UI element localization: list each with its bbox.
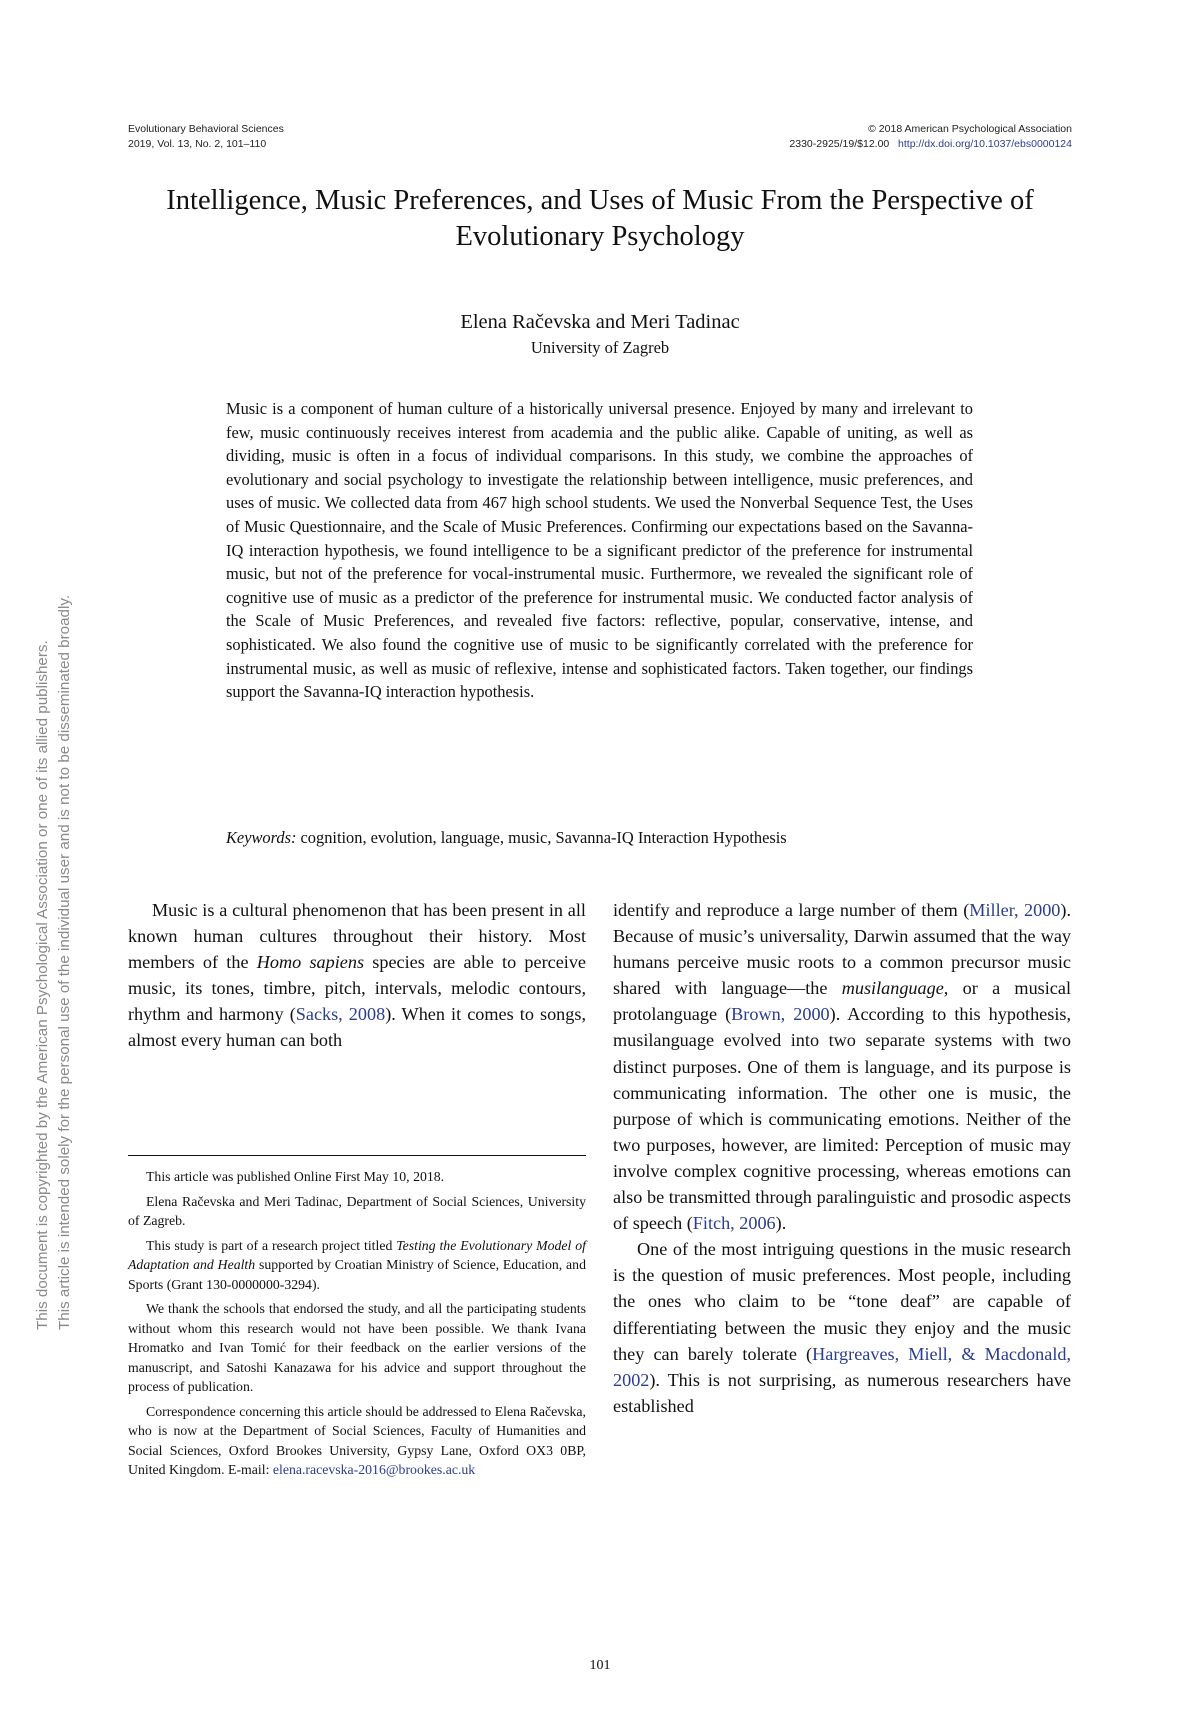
species-term: Homo sapiens [256,952,365,973]
copyright-line: © 2018 American Psychological Association [868,123,1072,135]
copyright-header [789,122,1072,152]
citation-link[interactable]: Hargreaves, Miell, & Macdonald, 2002 [613,1343,1072,1390]
body-column-right [613,897,1071,1419]
copyright-side-notice [32,430,76,1330]
body-paragraph: Music is a cultural phenomenon that has been present in all known human cultures throughout their history. Most members of the Homo sapiens species are able to perceive music, its tones, timbre, pitch, intervals, melodic contours, rhythm and harmony (Sacks, 2008). When it comes to songs, almost every human can both [128,900,586,1051]
article-title: Intelligence, Music Preferences, and Uses of Music From the Perspective of Evolutionary Psychology [166,185,1034,252]
journal-header [128,122,284,152]
citation-link[interactable]: Brown, 2000 [731,1004,830,1025]
footnote-correspondence: Correspondence concerning this article should be addressed to Elena Račevska, who is now at the Department of Social Sciences, Faculty of Humanities and Social Sciences, Oxford Brookes University, Gypsy Lane, Oxford OX3 0BP, United Kingdom. E-mail: elena.racevska-2016@brookes.ac.uk [128,1403,586,1477]
term-musilanguage: musilanguage [841,978,944,999]
side-notice-line-1: This document is copyrighted by the American Psychological Association or one of its allied publishers. [34,640,51,1330]
author-names: Elena Račevska and Meri Tadinac [460,311,740,333]
citation-link[interactable]: Fitch, 2006 [692,1213,776,1234]
footnote-published: This article was published Online First May 10, 2018. [146,1169,445,1184]
body-paragraph: One of the most intriguing questions in the music research is the question of music preferences. Most people, including the ones who claim to be “tone deaf” are capable of differentiating between the music they enjoy and the music they can barely tolerate (Hargreaves, Miell, & Macdonald, 2002). This is not surprising, as numerous researchers have established [613,1239,1072,1416]
footnote-project: This study is part of a research project titled Testing the Evolutionary Model of Adaptation and Health supported by Croatian Ministry of Science, Education, and Sports (Grant 130-0000000-3294). [128,1237,586,1292]
project-title: Testing the Evolutionary Model of Adaptation and Health [128,1237,586,1272]
body-paragraph: identify and reproduce a large number of them (Miller, 2000). Because of music’s universality, Darwin assumed that the way humans perceive music roots to a common precursor music shared with language—the musilanguage, or a musical protolanguage (Brown, 2000). According to this hypothesis, musilanguage evolved into two separate systems with two distinct purposes. One of them is language, and its purpose is communicating information. The other one is music, the purpose of which is communicating emotions. Neither of the two purposes, however, are limited: Perception of music may involve complex cognitive processing, whereas emotions can also be transmitted through paralinguistic and prosodic aspects of speech (Fitch, 2006). [613,900,1072,1234]
body-column-left [128,897,586,1054]
citation-link[interactable]: Sacks, 2008 [295,1004,386,1025]
footnote-thanks: We thank the schools that endorsed the study, and all the participating students without whom this research would not have been possible. We thank Ivana Hromatko and Ivan Tomić for their feedback on the earlier versions of the manuscript, and Satoshi Kanazawa for his advice and support throughout the process of publication. [128,1301,586,1394]
footnote-divider [128,1155,586,1156]
journal-name: Evolutionary Behavioral Sciences [128,123,284,135]
page-number: 101 [589,1658,611,1673]
author-affiliation: University of Zagreb [530,338,670,357]
footnote-affiliation: Elena Račevska and Meri Tadinac, Department of Social Sciences, University of Zagreb. [128,1193,586,1228]
keywords-list: cognition, evolution, language, music, Savanna-IQ Interaction Hypothesis [300,828,787,847]
issn: 2330-2925/19/$12.00 [789,138,890,150]
keywords [226,826,973,850]
email-link[interactable]: elena.racevska-2016@brookes.ac.uk [272,1462,476,1477]
citation-link[interactable]: Miller, 2000 [969,900,1061,920]
footnotes [128,1167,586,1485]
side-notice-line-2: This article is intended solely for the personal use of the individual user and is not to be disseminated broadly. [56,594,73,1330]
doi-link[interactable]: http://dx.doi.org/10.1037/ebs0000124 [898,138,1072,150]
keywords-label: Keywords: [226,828,297,847]
issn-doi-line [789,137,1072,152]
volume-info: 2019, Vol. 13, No. 2, 101–110 [128,138,267,150]
abstract: Music is a component of human culture of a historically universal presence. Enjoyed by many and irrelevant to few, music continuously receives interest from academia and the public alike. Capable of uniting, as well as dividing, music is often in a focus of individual comparisons. In this study, we combine the approaches of evolutionary and social psychology to investigate the relationship between intelligence, music preferences, and uses of music. We collected data from 467 high school students. We used the Nonverbal Sequence Test, the Uses of Music Questionnaire, and the Scale of Music Preferences. Confirming our expectations based on the Savanna-IQ interaction hypothesis, we found intelligence to be a significant predictor of the preference for instrumental music, but not of the preference for vocal-instrumental music. Furthermore, we revealed the significant role of cognitive use of music as a predictor of the preference for instrumental music. We conducted factor analysis of the Scale of Music Preferences, and revealed five factors: reflective, popular, conservative, intense, and sophisticated. We also found the cognitive use of music to be significantly correlated with the preference for instrumental music, as well as music of reflexive, intense and sophisticated factors. Taken together, our findings support the Savanna-IQ interaction hypothesis. [226,399,973,702]
